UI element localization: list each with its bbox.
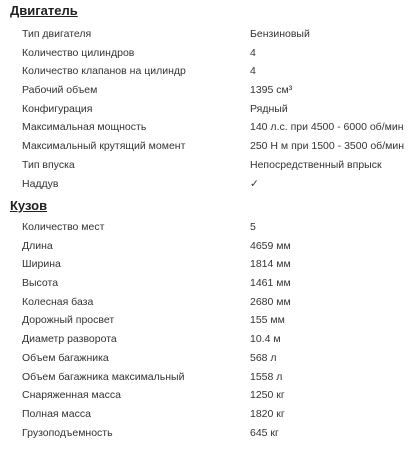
spec-label: Дорожный просвет: [22, 314, 115, 327]
spec-label: Объем багажника максимальный: [22, 370, 185, 383]
spec-label: Ширина: [22, 258, 61, 271]
spec-label: Длина: [22, 239, 53, 252]
spec-label: Колесная база: [22, 295, 94, 308]
spec-label: Полная масса: [22, 407, 91, 420]
spec-value: 1558 л: [250, 370, 283, 383]
spec-row-height: [0, 274, 417, 293]
checkmark-icon: ✓: [250, 177, 259, 190]
spec-value: 1395 см³: [250, 84, 293, 97]
spec-row-payload: [0, 424, 417, 443]
spec-row-trunk-volume: [0, 349, 417, 368]
body-section: [0, 198, 417, 442]
spec-label: Наддув: [22, 177, 59, 190]
spec-row-intake-type: [0, 156, 417, 175]
spec-row-length: [0, 237, 417, 256]
spec-value: 4: [250, 46, 256, 59]
spec-row-trunk-volume-max: [0, 368, 417, 387]
spec-value: 4: [250, 65, 256, 78]
spec-value: Рядный: [250, 102, 288, 115]
spec-row-engine-type: [0, 25, 417, 44]
spec-row-width: [0, 255, 417, 274]
spec-label: Количество цилиндров: [22, 46, 135, 59]
spec-label: Диаметр разворота: [22, 333, 117, 346]
spec-value: Непосредственный впрыск: [250, 158, 382, 171]
spec-row-ground-clearance: [0, 311, 417, 330]
spec-label: Количество мест: [22, 221, 105, 233]
spec-value: 1814 мм: [250, 258, 291, 271]
spec-row-configuration: [0, 100, 417, 119]
spec-value: 568 л: [250, 351, 277, 364]
body-section-title: Кузов: [10, 198, 48, 213]
spec-label: Конфигурация: [22, 102, 93, 115]
spec-value: 4659 мм: [250, 239, 291, 252]
spec-value: 1461 мм: [250, 277, 291, 290]
spec-label: Высота: [22, 277, 59, 290]
spec-row-gross-weight: [0, 405, 417, 424]
spec-value: 155 мм: [250, 314, 285, 327]
spec-row-max-power: [0, 118, 417, 137]
spec-value: 5: [250, 221, 256, 233]
spec-value: 250 Н м при 1500 - 3500 об/мин: [250, 140, 404, 153]
spec-label: Тип впуска: [22, 158, 75, 171]
spec-label: Рабочий объем: [22, 84, 98, 97]
spec-row-wheelbase: [0, 293, 417, 312]
spec-label: Объем багажника: [22, 351, 109, 364]
spec-label: Количество клапанов на цилиндр: [22, 65, 186, 78]
engine-section-title: Двигатель: [10, 3, 78, 18]
spec-value: 10.4 м: [250, 333, 281, 346]
spec-label: Тип двигателя: [22, 28, 92, 40]
spec-label: Максимальный крутящий момент: [22, 140, 186, 153]
spec-row-seats: [0, 218, 417, 237]
spec-row-max-torque: [0, 137, 417, 156]
spec-label: Максимальная мощность: [22, 121, 147, 134]
spec-row-cylinders: [0, 44, 417, 63]
spec-value: Бензиновый: [250, 28, 310, 40]
spec-label: Грузоподъемность: [22, 426, 113, 439]
engine-section: [0, 3, 417, 193]
spec-row-turbo: [0, 175, 417, 194]
spec-value: 645 кг: [250, 426, 279, 439]
spec-value: 2680 мм: [250, 295, 291, 308]
spec-row-displacement: [0, 81, 417, 100]
spec-row-valves-per-cylinder: [0, 62, 417, 81]
spec-row-turning-diameter: [0, 330, 417, 349]
spec-value: 1820 кг: [250, 407, 285, 420]
spec-value: 140 л.с. при 4500 - 6000 об/мин: [250, 121, 404, 134]
spec-row-curb-weight: [0, 386, 417, 405]
spec-value: 1250 кг: [250, 389, 285, 402]
spec-label: Снаряженная масса: [22, 389, 121, 402]
